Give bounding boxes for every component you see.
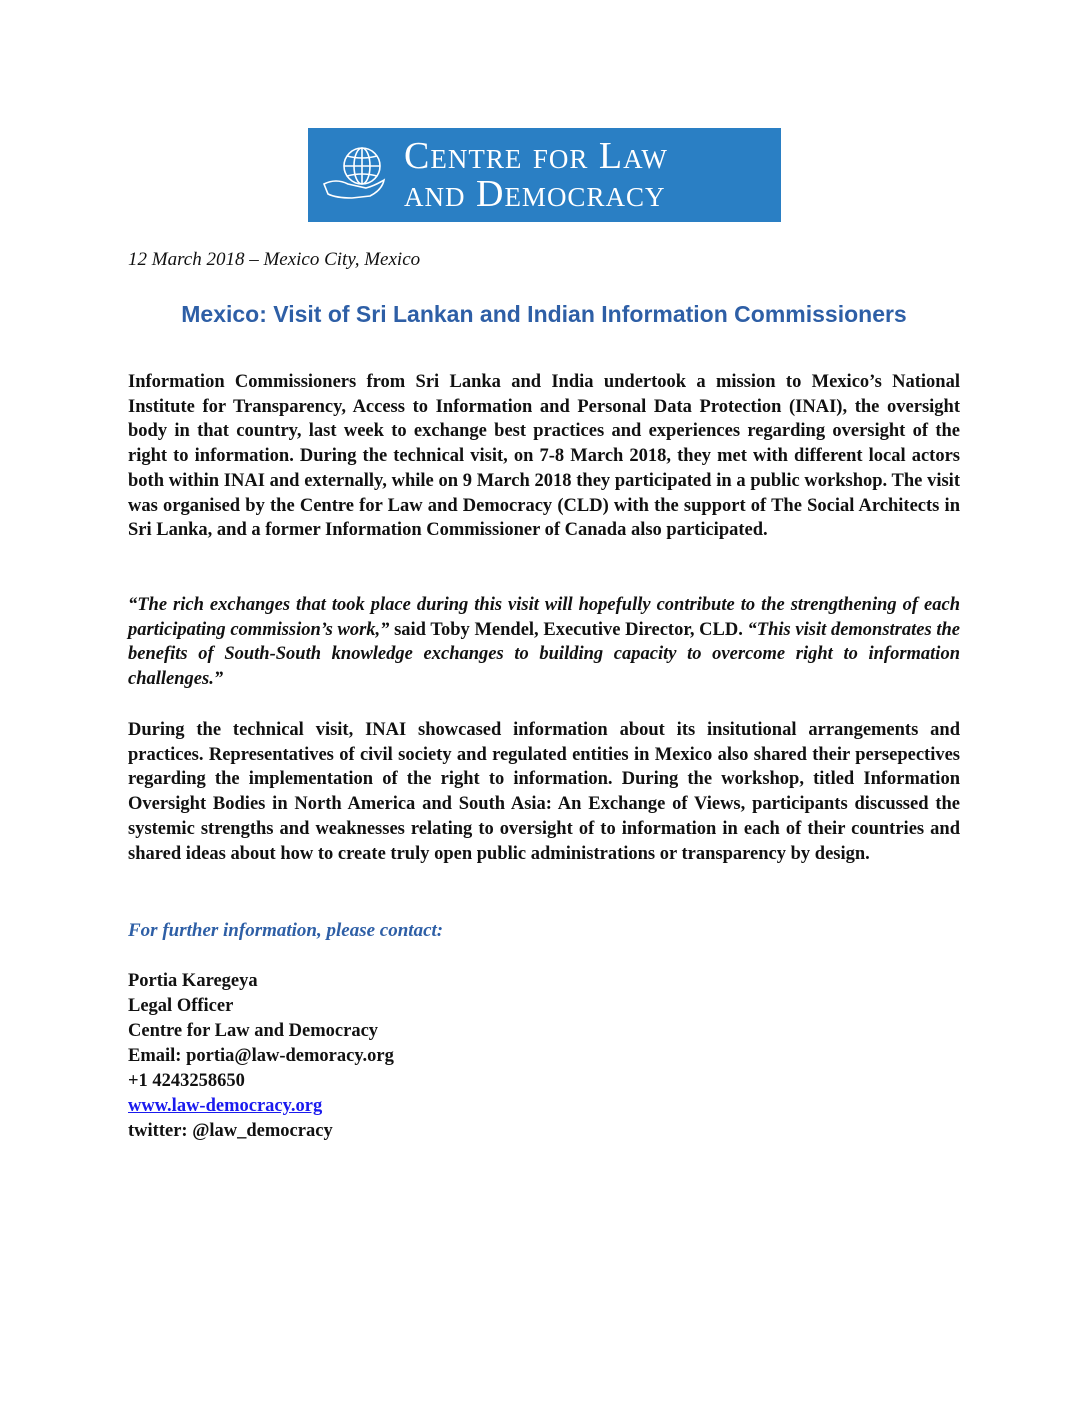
contact-phone: +1 4243258650 bbox=[128, 1071, 245, 1091]
logo-line-2: and Democracy bbox=[404, 173, 666, 215]
contact-role: Legal Officer bbox=[128, 996, 234, 1016]
organization-logo bbox=[308, 128, 781, 222]
paragraph-quote bbox=[128, 593, 960, 692]
dateline: 12 March 2018 – Mexico City, Mexico bbox=[128, 249, 421, 270]
logo-line-1: Centre for Law bbox=[404, 135, 668, 177]
contact-organization: Centre for Law and Democracy bbox=[128, 1021, 379, 1041]
contact-name: Portia Karegeya bbox=[128, 971, 258, 991]
paragraph-intro: Information Commissioners from Sri Lanka and India undertook a mission to Mexico’s National Institute for Transparency, Access to Information and Personal Data Protection (INAI), the oversight body in that country, last week to exchange best practices and experiences regarding oversight of the right to information. During the technical visit, on 7-8 March 2018, they met with different local actors both within INAI and externally, while on 9 March 2018 they participated in a public workshop. The visit was organised by the Centre for Law and Democracy (CLD) with the support of The Social Architects in Sri Lanka, and a former Information Commissioner of Canada also participated. bbox=[128, 372, 960, 541]
logo-wordmark bbox=[404, 137, 668, 213]
contact-email: Email: portia@law-demoracy.org bbox=[128, 1046, 394, 1066]
page-title: Mexico: Visit of Sri Lankan and Indian Information Commissioners bbox=[181, 301, 907, 327]
website-link[interactable]: www.law-democracy.org bbox=[128, 1096, 323, 1116]
quote-attribution: said Toby Mendel, Executive Director, CLD. bbox=[389, 619, 748, 640]
quote-1: “The rich exchanges that took place during this visit will hopefully contribute to the strengthening of each participating commission’s work,” bbox=[128, 595, 960, 640]
contact-block bbox=[128, 969, 394, 1144]
contact-twitter: twitter: @law_democracy bbox=[128, 1121, 333, 1141]
contact-heading: For further information, please contact: bbox=[128, 920, 444, 941]
globe-in-hand-icon bbox=[322, 140, 392, 210]
paragraph-details: During the technical visit, INAI showcased information about its insitutional arrangements and practices. Representatives of civil society and regulated entities in Mexico also shared their persepectives regarding the implementation of the right to information. During the workshop, titled Information Oversight Bodies in North America and South Asia: An Exchange of Views, participants discussed the systemic strengths and weaknesses relating to oversight of to information in each of their countries and shared ideas about how to create truly open public administrations or transparency by design. bbox=[128, 720, 960, 864]
quote-2: “This visit demonstrates the benefits of South-South knowledge exchanges to building capacity to overcome right to information challenges.” bbox=[128, 619, 960, 690]
